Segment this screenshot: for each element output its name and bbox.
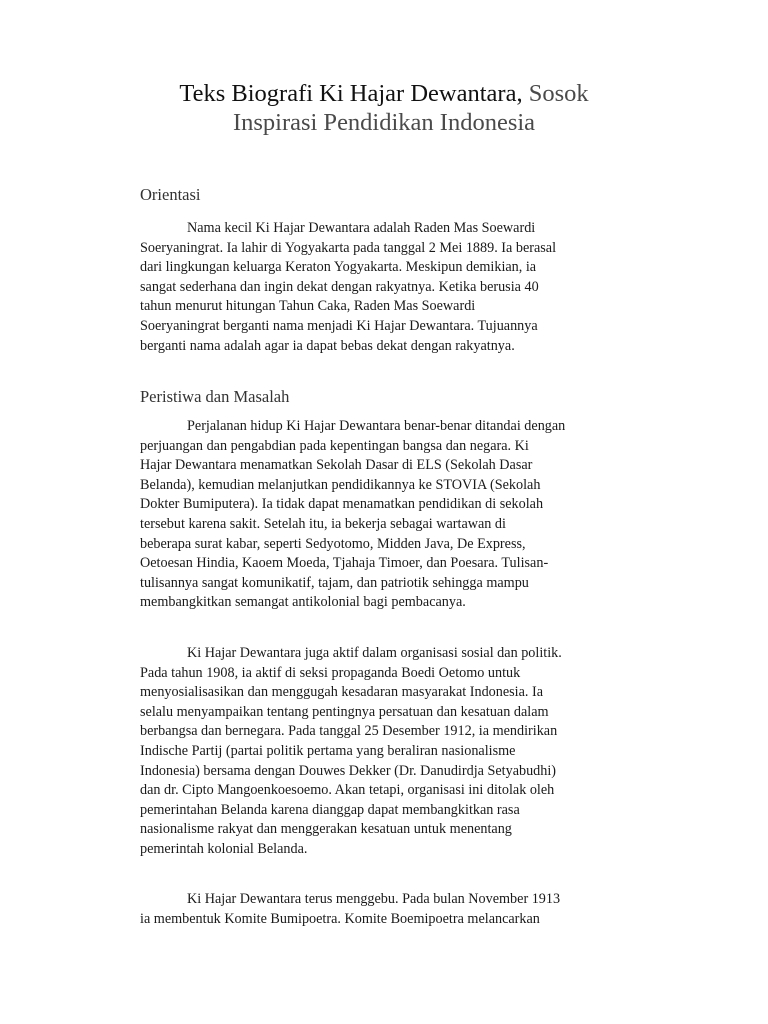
title-subtitle: Inspirasi Pendidikan Indonesia — [232, 109, 536, 136]
paragraph-line: sangat sederhana dan ingin dekat dengan rakyatnya. Ketika berusia 40 — [140, 278, 539, 295]
page-title — [0, 79, 768, 137]
paragraph-orientasi — [140, 219, 660, 356]
paragraph-line: dari lingkungan keluarga Keraton Yogyakarta. Meskipun demikian, ia — [140, 259, 537, 276]
paragraph-line: Indische Partij (partai politik pertama yang beraliran nasionalisme — [140, 742, 516, 759]
paragraph-line: selalu menyampaikan tentang pentingnya persatuan dan kesatuan dalam — [140, 703, 549, 720]
paragraph-line: Oetoesan Hindia, Kaoem Moeda, Tjahaja Timoer, dan Poesara. Tulisan- — [140, 555, 549, 572]
paragraph-line: pemerintahan Belanda karena dianggap dapat membangkitkan rasa — [140, 801, 520, 818]
paragraph-line: pemerintah kolonial Belanda. — [140, 840, 308, 857]
paragraph-organisasi — [140, 644, 660, 860]
paragraph-line: Pada tahun 1908, ia aktif di seksi propaganda Boedi Oetomo untuk — [140, 664, 521, 681]
paragraph-line: ia membentuk Komite Bumipoetra. Komite Boemipoetra melancarkan — [140, 910, 540, 927]
paragraph-line: Ki Hajar Dewantara terus menggebu. Pada bulan November 1913 — [187, 891, 561, 907]
paragraph-line: Indonesia) bersama dengan Douwes Dekker (Dr. Danudirdja Setyabudhi) — [140, 762, 557, 779]
paragraph-line: Hajar Dewantara menamatkan Sekolah Dasar di ELS (Sekolah Dasar — [140, 457, 533, 474]
paragraph-line: Ki Hajar Dewantara juga aktif dalam organisasi sosial dan politik. — [187, 645, 562, 661]
paragraph-line: Soeryaningrat berganti nama menjadi Ki Hajar Dewantara. Tujuannya — [140, 317, 538, 334]
paragraph-line: berbangsa dan bernegara. Pada tanggal 25 Desember 1912, ia mendirikan — [140, 723, 558, 740]
paragraph-line: tulisannya sangat komunikatif, tajam, dan patriotik sehingga mampu — [140, 574, 529, 591]
title-tail: Sosok — [522, 80, 589, 107]
paragraph-line: Nama kecil Ki Hajar Dewantara adalah Raden Mas Soewardi — [187, 220, 536, 236]
section-heading-peristiwa: Peristiwa dan Masalah — [140, 387, 290, 406]
paragraph-line: Perjalanan hidup Ki Hajar Dewantara benar-benar ditandai dengan — [187, 418, 566, 434]
paragraph-line: Dokter Bumiputera). Ia tidak dapat menamatkan pendidikan di sekolah — [140, 496, 544, 513]
paragraph-line: Soeryaningrat. Ia lahir di Yogyakarta pada tanggal 2 Mei 1889. Ia berasal — [140, 239, 557, 256]
paragraph-line: menyosialisasikan dan menggugah kesadaran masyarakat Indonesia. Ia — [140, 684, 544, 701]
paragraph-komite — [140, 890, 660, 929]
title-main: Teks Biografi Ki Hajar Dewantara, — [179, 80, 523, 107]
paragraph-line: perjuangan dan pengabdian pada kepentingan bangsa dan negara. Ki — [140, 437, 529, 454]
paragraph-line: tersebut karena sakit. Setelah itu, ia bekerja sebagai wartawan di — [140, 515, 506, 532]
section-heading-orientasi: Orientasi — [140, 185, 201, 204]
paragraph-line: nasionalisme rakyat dan menggerakan kesatuan untuk menentang — [140, 821, 512, 838]
paragraph-line: beberapa surat kabar, seperti Sedyotomo, Midden Java, De Express, — [140, 535, 526, 552]
paragraph-line: berganti nama adalah agar ia dapat bebas dekat dengan rakyatnya. — [140, 337, 515, 354]
paragraph-line: tahun menurut hitungan Tahun Caka, Raden Mas Soewardi — [140, 298, 476, 315]
paragraph-line: Belanda), kemudian melanjutkan pendidikannya ke STOVIA (Sekolah — [140, 476, 541, 493]
paragraph-line: membangkitkan semangat antikolonial bagi pembacanya. — [140, 594, 466, 611]
paragraph-perjalanan — [140, 417, 660, 613]
paragraph-line: dan dr. Cipto Mangoenkoesoemo. Akan tetapi, organisasi ini ditolak oleh — [140, 782, 555, 799]
